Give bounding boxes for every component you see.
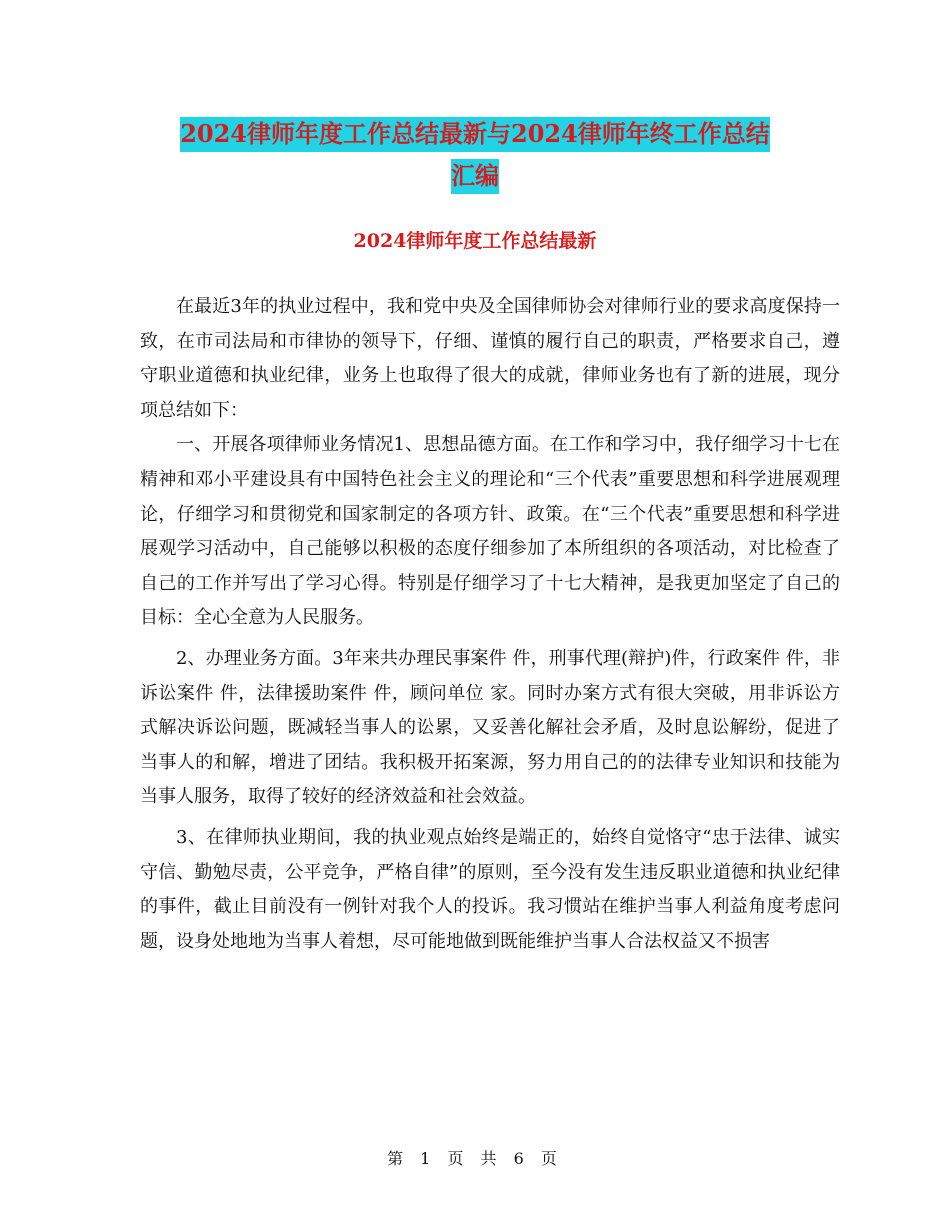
document-title-line-1 xyxy=(0,114,950,149)
section-title: 2024律师年度工作总结最新 xyxy=(353,230,597,252)
body-text xyxy=(140,290,840,959)
page-number-footer: 第 1 页 共 6 页 xyxy=(387,1149,563,1168)
paragraph-ethics: 3、在律师执业期间，我的执业观点始终是端正的，始终自觉恪守“忠于法律、诚实守信、勤勉尽责，公平竞争，严格自律”的原则，至今没有发生违反职业道德和执业纪律的事件，截止目前没有一例针对我个人的投诉。我习惯站在维护当事人利益角度考虑问题，设身处地地为当事人着想，尽可能地做到既能维护当事人合法权益又不损害 xyxy=(140,826,840,952)
document-title-line-2 xyxy=(0,156,950,191)
paragraph-business: 2、办理业务方面。3年来共办理民事案件 件，刑事代理(辩护)件，行政案件 件，非诉讼案件 件，法律援助案件 件，顾问单位 家。同时办案方式有很大突破，用非诉讼方式解决诉讼问题，既减轻当事人的讼累，又妥善化解社会矛盾，及时息讼解纷，促进了当事人的和解，增进了团结。我积极开拓案源，努力用自己的的法律专业知识和技能为当事人服务，取得了较好的经济效益和社会效益。 xyxy=(140,647,840,808)
title-highlight: 2024律师年度工作总结最新与2024律师年终工作总结 xyxy=(180,117,770,152)
paragraph-ideology: 一、开展各项律师业务情况1、思想品德方面。在工作和学习中，我仔细学习十七在精神和邓小平建设具有中国特色社会主义的理论和“三个代表”重要思想和科学进展观理论，仔细学习和贯彻党和国家制定的各项方针、政策。在“三个代表”重要思想和科学进展观学习活动中，自己能够以积极的态度仔细参加了本所组织的各项活动，对比检查了自己的工作并写出了学习心得。特别是仔细学习了十七大精神，是我更加坚定了自己的目标：全心全意为人民服务。 xyxy=(140,434,840,629)
paragraph-intro: 在最近3年的执业过程中，我和党中央及全国律师协会对律师行业的要求高度保持一致，在市司法局和市律协的领导下，仔细、谨慎的履行自己的职责，严格要求自己，遵守职业道德和执业纪律，业务上也取得了很大的成就，律师业务也有了新的进展，现分项总结如下： xyxy=(140,296,840,421)
title-highlight: 汇编 xyxy=(451,159,499,194)
